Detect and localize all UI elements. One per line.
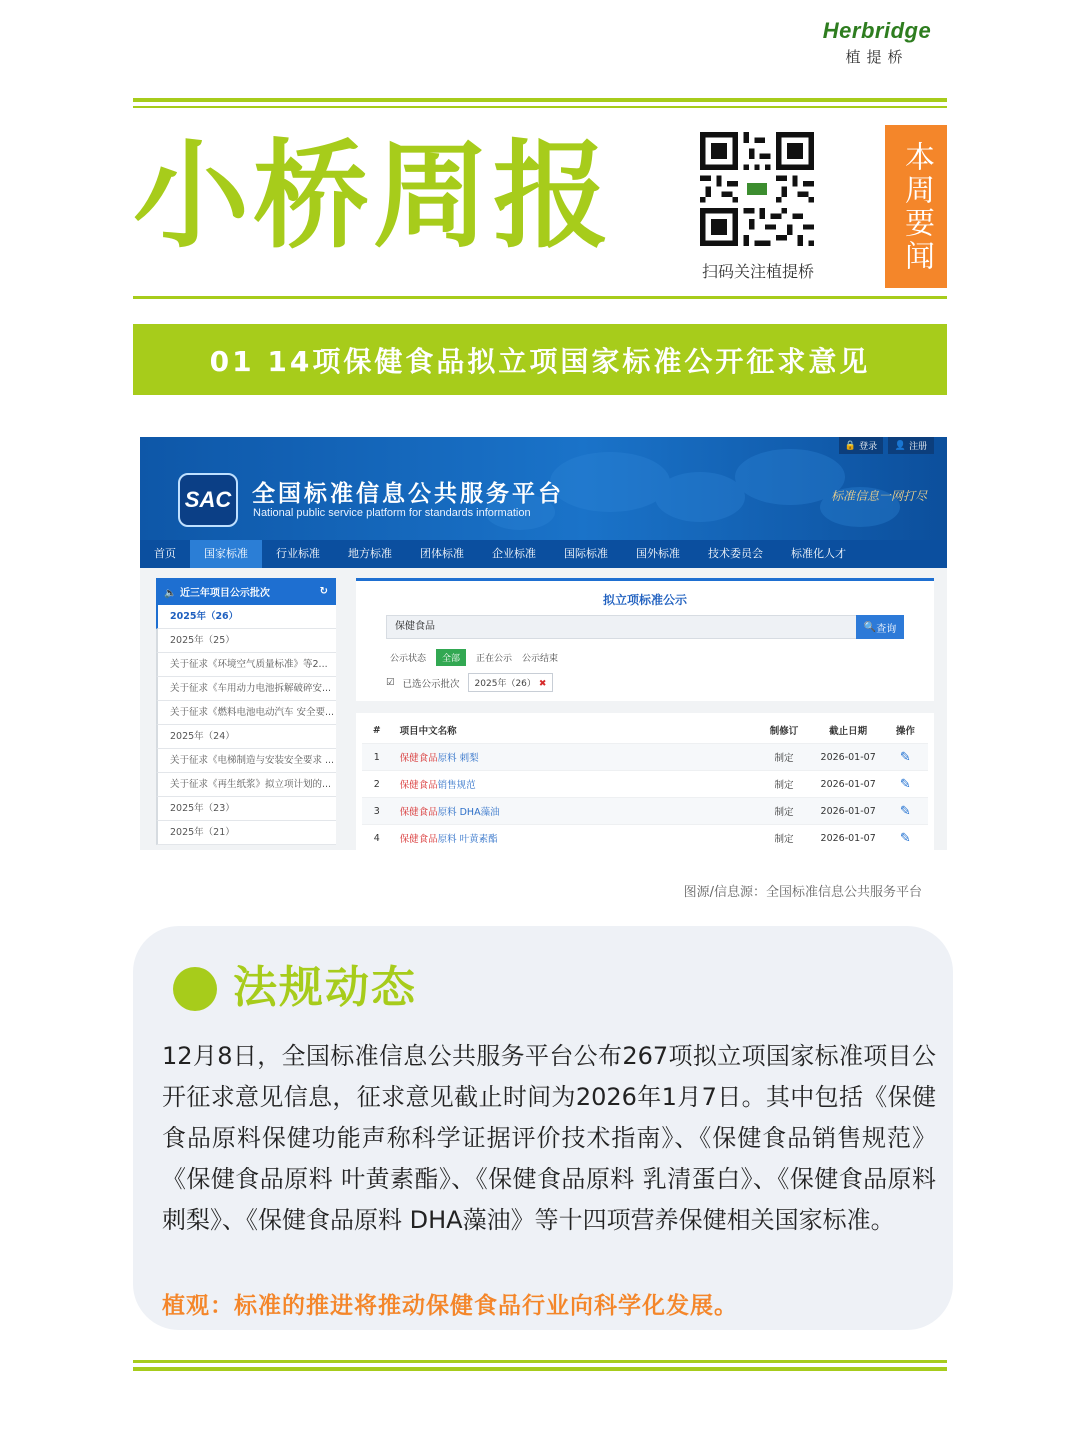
selected-batch [386,673,553,692]
qr-caption: 扫码关注植提桥 [701,262,814,281]
row-deadline: 2026-01-07 [820,751,876,763]
name-rest: 原料 叶黄素酯 [437,834,498,845]
nav-item-foreign[interactable]: 国外标准 [636,547,680,560]
sidebar-item[interactable]: 2025年（24） [156,725,336,749]
check-circle-icon: ☑ [386,677,395,688]
name-rest: 原料 刺梨 [437,753,479,764]
top-rule-thin [133,106,947,108]
table-header [362,717,928,744]
sidebar-item[interactable]: 2025年（21） [156,821,336,845]
refresh-icon[interactable]: ↻ [319,586,328,597]
row-name[interactable] [392,777,755,791]
nav-item-talent[interactable]: 标准化人才 [791,547,846,560]
speaker-icon: 🔈 [164,588,177,599]
table-row [362,744,928,771]
sidebar-title: 近三年项目公示批次 [179,588,270,599]
qr-code [700,132,814,246]
notice-panel [356,578,934,701]
sidebar-item[interactable]: 关于征求《环境空气质量标准》等2... [156,653,336,677]
weekly-news-tag-label: 本周要闻 [899,140,934,273]
bottom-rule-thick [133,1367,947,1371]
status-option-ongoing[interactable]: 正在公示 [476,654,513,664]
edit-icon[interactable]: ✎ [899,803,911,819]
nav-item-national[interactable]: 国家标准 [190,540,262,568]
register-button[interactable] [888,437,934,454]
selected-label: 已选公示批次 [402,678,460,690]
status-label: 公示状态 [390,654,427,664]
name-keyword: 保健食品 [399,807,438,818]
table-row [362,798,928,825]
sidebar-item[interactable]: 2025年（26） [156,605,336,629]
status-option-ended[interactable]: 公示结束 [522,654,559,664]
row-revision: 制定 [774,834,794,845]
sidebar-item[interactable]: 关于征求《再生纸浆》拟立项计划的... [156,773,336,797]
sac-header [140,437,947,540]
row-index: 3 [373,805,380,817]
login-button[interactable] [839,437,883,454]
row-deadline: 2026-01-07 [820,778,876,790]
notice-panel-title: 拟立项标准公示 [602,593,687,607]
selected-batch-chip[interactable] [468,673,554,692]
edit-icon[interactable]: ✎ [899,776,911,792]
row-index: 2 [373,778,380,790]
row-name[interactable] [392,831,755,845]
row-index: 1 [373,751,380,763]
image-credit: 图源/信息源：全国标准信息公共服务平台 [683,885,922,900]
status-filter [390,649,558,666]
login-label: 登录 [859,442,878,452]
name-keyword: 保健食品 [399,780,438,791]
search-input[interactable]: 保健食品 [386,615,866,639]
bullet-dot [173,967,217,1011]
section-title: 法规动态 [233,962,417,1013]
bottom-rule-thin [133,1360,947,1363]
nav-item-local[interactable]: 地方标准 [348,547,392,560]
status-option-all[interactable]: 全部 [436,649,466,666]
lock-icon: 🔒 [844,440,857,451]
sidebar-item[interactable]: 2025年（25） [156,629,336,653]
col-name: 项目中文名称 [399,726,457,737]
edit-icon[interactable]: ✎ [899,830,911,846]
sidebar-header [156,578,336,605]
herbridge-logo [812,18,942,67]
editor-note: 植观：标准的推进将推动保健食品行业向科学化发展。 [162,1293,738,1319]
sidebar-item[interactable]: 关于征求《电梯制造与安装安全要求 ... [156,749,336,773]
row-deadline: 2026-01-07 [820,805,876,817]
name-rest: 销售规范 [437,780,476,791]
search-button[interactable] [856,615,904,639]
newsletter-title: 小桥周报 [133,129,613,264]
nav-item-committee[interactable]: 技术委员会 [708,547,763,560]
search-button-label: 查询 [876,623,897,635]
sac-logo: SAC [178,473,238,527]
register-label: 注册 [909,442,928,452]
row-index: 4 [373,832,380,844]
logo-chinese: 植提桥 [845,48,909,66]
weekly-news-tag [885,125,947,288]
row-revision: 制定 [774,753,794,764]
edit-icon[interactable]: ✎ [899,749,911,765]
table-row [362,825,928,850]
name-keyword: 保健食品 [399,834,438,845]
row-name[interactable] [392,804,755,818]
section-body: 12月8日，全国标准信息公共服务平台公布267项拟立项国家标准项目公开征求意见信息，征求意见截止时间为2026年1月7日。其中包括《保健食品原料保健功能声称科学证据评价技术指南》、《保健食品销售规范》《保健食品原料 叶黄素酯》、《保健食品原料 乳清蛋白》、《保健食品原料 刺梨》、《保健食品原料 DHA藻油》等十四项营养保健相关国家标准。 [162,1042,936,1234]
name-rest: 原料 DHA藻油 [437,807,500,818]
sidebar-item[interactable]: 关于征求《车用动力电池拆解破碎安... [156,677,336,701]
col-action: 操作 [895,726,915,737]
row-deadline: 2026-01-07 [820,832,876,844]
nav-item-group[interactable]: 团体标准 [420,547,464,560]
sidebar-item[interactable]: 关于征求《燃料电池电动汽车 安全要... [156,701,336,725]
search-icon: 🔍 [863,621,877,633]
row-name[interactable] [392,750,755,764]
row-revision: 制定 [774,807,794,818]
project-table [356,713,934,850]
remove-icon[interactable]: ✖ [538,679,547,689]
logo-english: Herbridge [822,18,932,43]
batch-sidebar [156,578,336,845]
name-keyword: 保健食品 [399,753,438,764]
nav-item-enterprise[interactable]: 企业标准 [492,547,536,560]
nav-item-home[interactable]: 首页 [154,547,176,560]
platform-title-en: National public service platform for standards information [253,507,531,519]
top-rule-thick [133,98,947,102]
user-icon: 👤 [894,440,907,451]
nav-item-industry[interactable]: 行业标准 [276,547,320,560]
mid-rule [133,296,947,299]
table-row [362,771,928,798]
platform-title-cn: 全国标准信息公共服务平台 [252,481,564,507]
nav-item-international[interactable]: 国际标准 [564,547,608,560]
platform-slogan: 标准信息一网打尽 [830,489,927,503]
article-banner: 01 14项保健食品拟立项国家标准公开征求意见 [133,324,947,395]
col-deadline: 截止日期 [829,726,868,737]
platform-screenshot [140,437,947,850]
chip-label: 2025年（26） [474,679,536,689]
col-index: # [372,724,381,736]
col-revision: 制修订 [769,726,799,737]
row-revision: 制定 [774,780,794,791]
sidebar-item[interactable]: 2025年（23） [156,797,336,821]
main-nav [140,540,947,568]
